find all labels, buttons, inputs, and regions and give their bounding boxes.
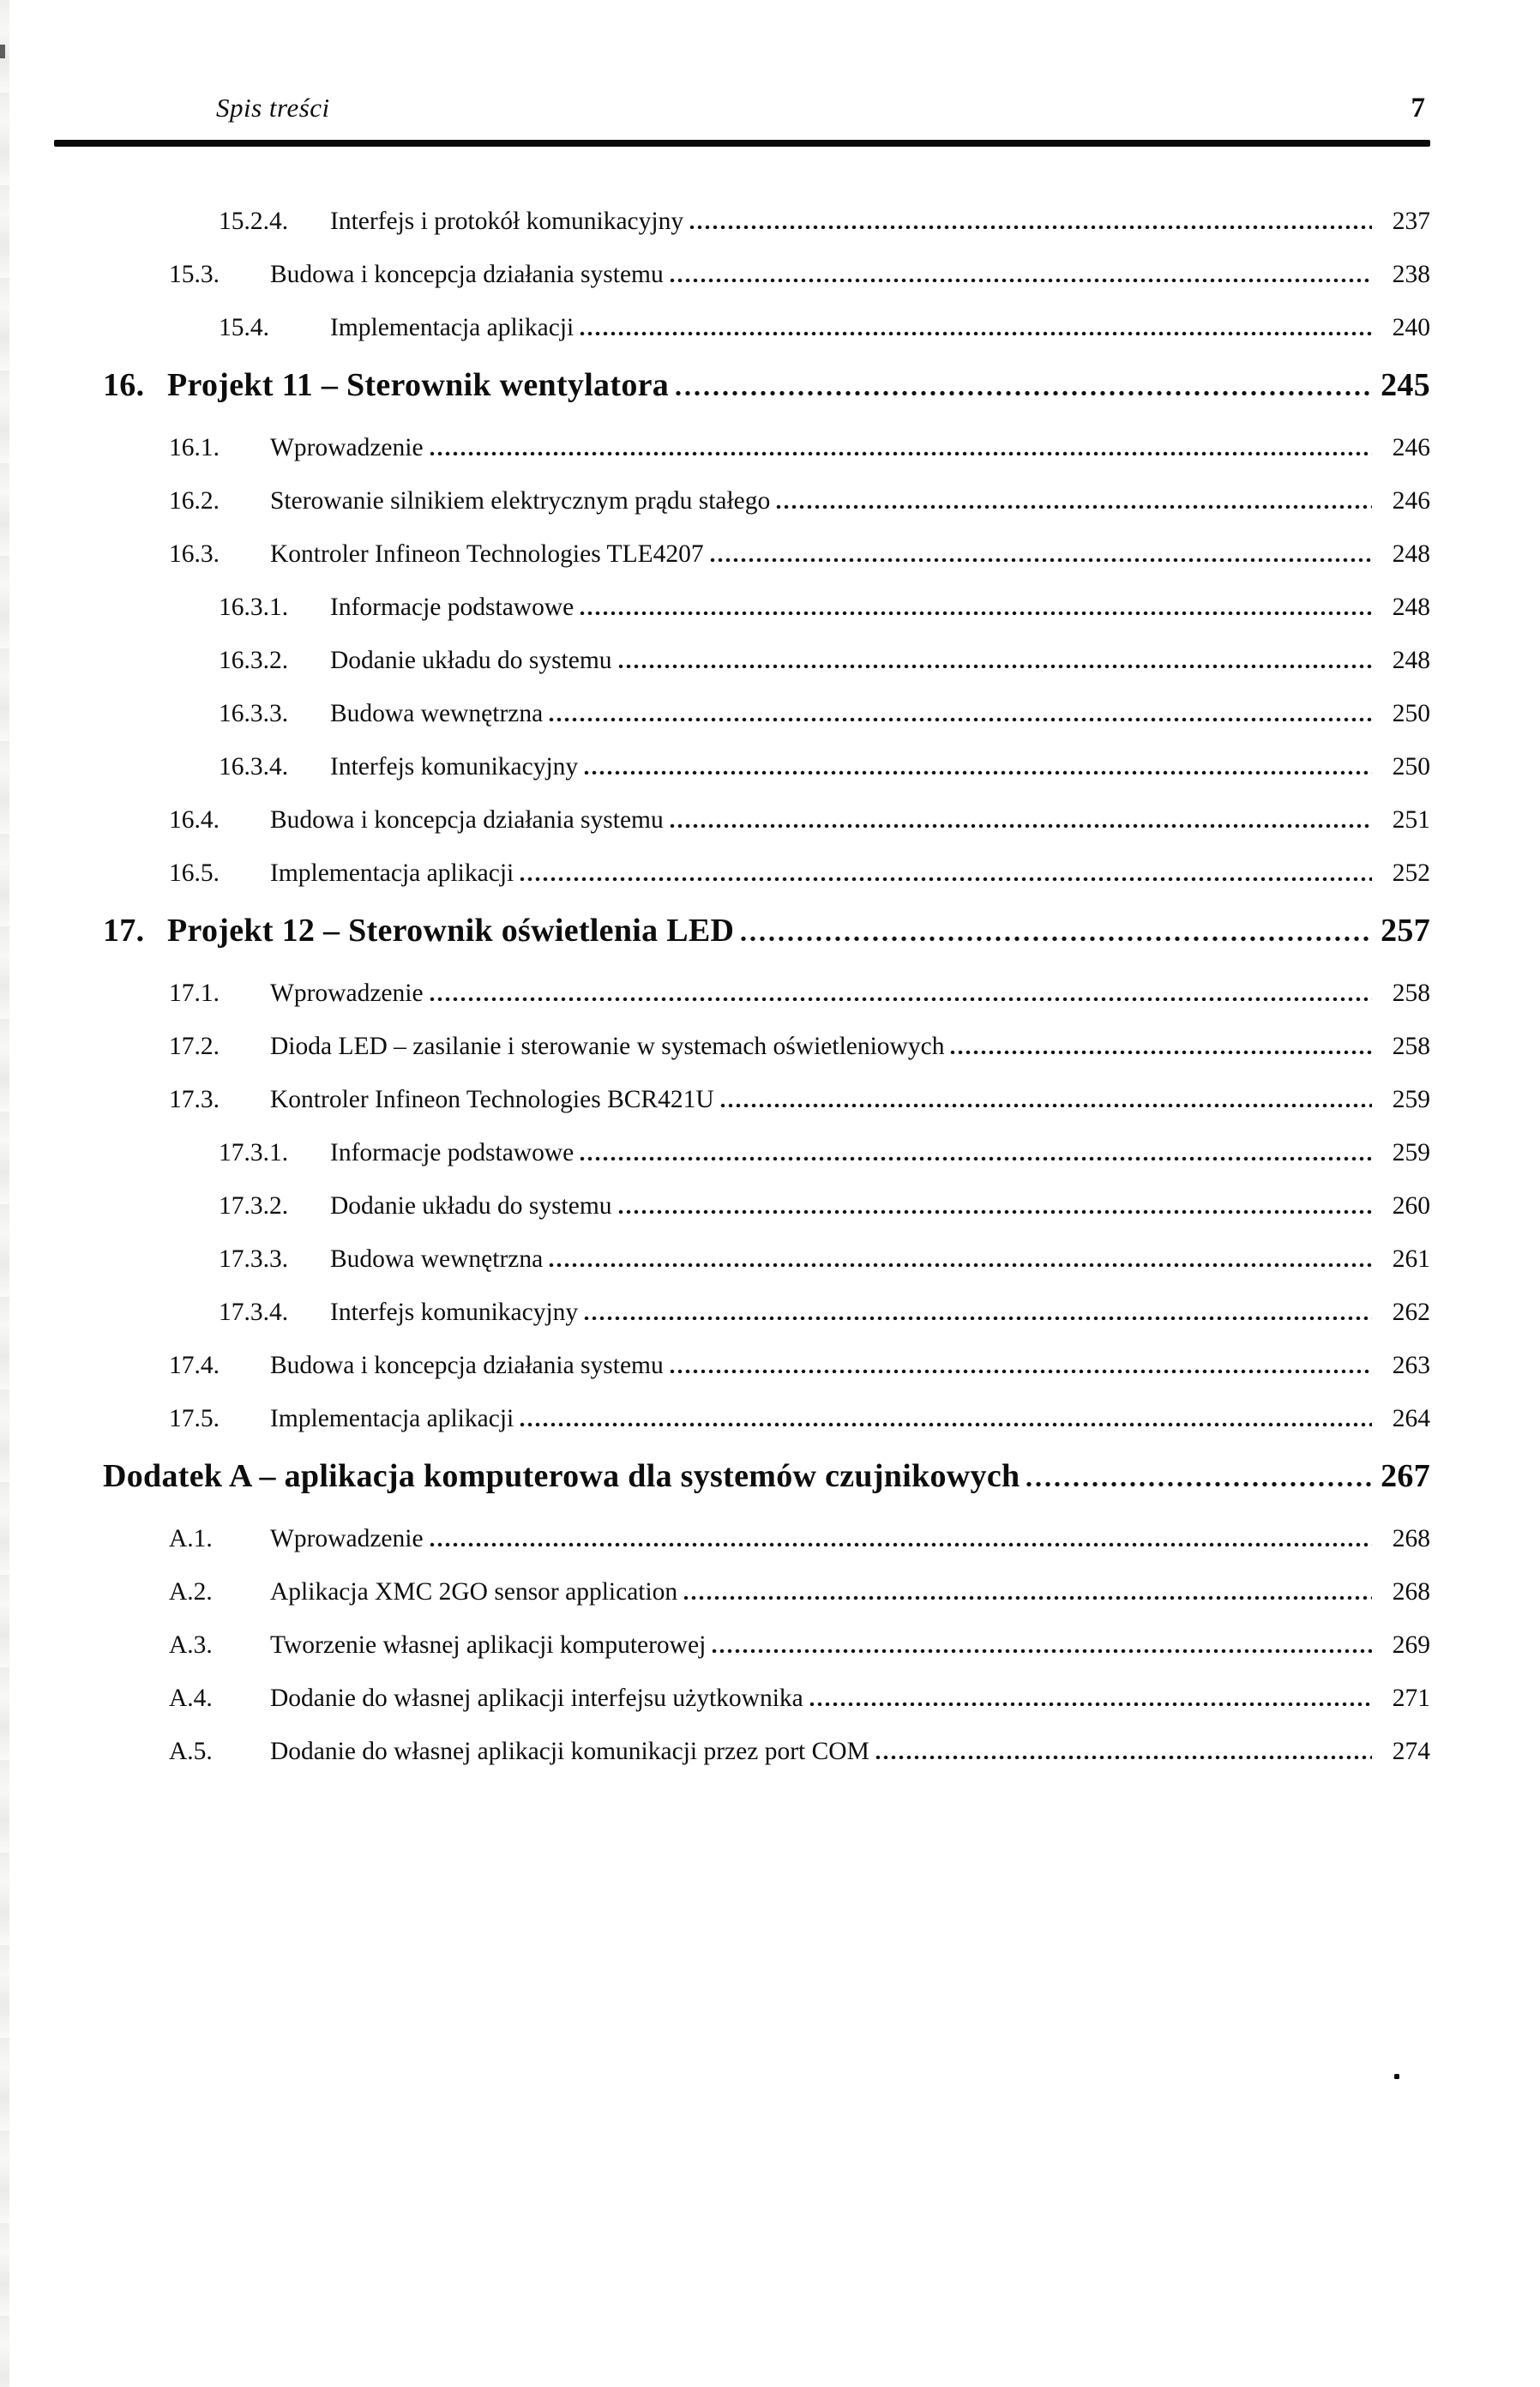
toc-entry-title: Informacje podstawowe [330,594,574,621]
scan-edge-mark [0,45,5,58]
toc-entry-number: A.4. [169,1685,213,1712]
toc-entry-number: 16.4. [169,806,220,834]
toc-entry [56,980,1430,1006]
dot-leader [429,994,1372,1001]
dot-leader [683,1593,1372,1600]
dot-leader [709,555,1372,562]
toc-entry [56,435,1430,461]
toc-entry-page: 258 [1392,980,1430,1007]
toc-entry-number: 16.2. [169,487,220,515]
toc-entry-page: 248 [1392,647,1430,674]
toc-entry-title: Sterowanie silnikiem elektrycznym prądu stałego [270,487,771,515]
toc-entry-number: 15.2.4. [219,208,289,235]
toc-entry-number: 17.3.3. [219,1245,289,1273]
toc-entry-number: 16.3. [169,540,220,568]
toc-entry-number: 15.3. [169,261,220,288]
toc-entry-page: 237 [1392,208,1430,235]
dot-leader [719,1100,1372,1107]
toc-entry-number: 17. [103,913,145,949]
toc-entry-number: 17.1. [169,980,220,1007]
toc-entry [56,1579,1430,1605]
dot-leader [579,1154,1372,1160]
dot-leader [583,1313,1372,1320]
dot-leader [579,329,1372,335]
dot-leader [429,449,1372,455]
toc-entry [56,594,1430,620]
page-header [216,91,1425,125]
toc-entry-page: 261 [1392,1245,1430,1273]
toc-entry-number: A.1. [169,1525,213,1552]
header-rule [54,140,1430,147]
toc-entry-number: 17.5. [169,1405,220,1432]
toc-entry [56,315,1430,341]
dot-leader [617,661,1372,668]
toc-entry [56,754,1430,780]
toc-entry [56,913,1430,948]
toc-entry-number: 16.5. [169,859,220,887]
toc-entry-page: 267 [1381,1458,1430,1494]
toc-entry-number: 16. [103,367,145,403]
dot-leader [674,388,1372,395]
toc-entry-page: 238 [1392,261,1430,288]
toc-entry [56,1193,1430,1219]
page-number: 7 [1411,93,1425,124]
toc-entry [56,1459,1430,1493]
toc-entry-number: 17.3. [169,1086,220,1113]
dot-leader [711,1646,1372,1653]
toc-entry-number: 16.3.3. [219,700,289,727]
toc-entry-title: Budowa i koncepcja działania systemu [270,261,664,288]
toc-entry-number: 16.3.4. [219,753,289,781]
toc-entry-page: 251 [1392,806,1430,834]
toc-entry-title: Aplikacja XMC 2GO sensor application [270,1578,678,1606]
toc-entry-number: 16.1. [169,434,220,461]
toc-entry-page: 259 [1392,1139,1430,1166]
dot-leader [949,1047,1372,1054]
toc-entry [56,860,1430,886]
toc-entry-number: 17.3.4. [219,1299,289,1326]
dot-leader [1025,1479,1372,1486]
toc-entry-number: 17.3.1. [219,1139,289,1166]
toc-entry [56,1685,1430,1711]
toc-entry-page: 240 [1392,314,1430,341]
toc-entry-title: Wprowadzenie [270,434,424,461]
toc-entry-page: 262 [1392,1299,1430,1326]
toc-entry-title: Kontroler Infineon Technologies BCR421U [270,1086,714,1113]
toc-entry-page: 257 [1381,913,1430,949]
toc-entry-number: 17.4. [169,1352,220,1379]
toc-entry-number: 17.2. [169,1033,220,1060]
toc-entry-number: 16.3.1. [219,594,289,621]
toc-entry-title: Projekt 12 – Sterownik oświetlenia LED [167,913,735,949]
toc-entry [56,1353,1430,1378]
toc-entry-page: 252 [1392,859,1430,887]
toc-entry-page: 250 [1392,700,1430,727]
dot-leader [809,1699,1372,1706]
dot-leader [519,1420,1372,1426]
toc-entry-title: Informacje podstawowe [330,1139,574,1166]
toc-entry-page: 248 [1392,594,1430,621]
toc-entry-title: Budowa wewnętrzna [330,700,544,727]
toc-entry-title: Implementacja aplikacji [270,859,514,887]
toc-entry-number: A.5. [169,1738,213,1765]
toc-entry-number: A.2. [169,1578,213,1606]
toc-entry [56,701,1430,726]
toc-entry [56,488,1430,514]
toc-entry-title: Budowa i koncepcja działania systemu [270,1352,664,1379]
toc-entry [56,368,1430,402]
toc-entry-page: 260 [1392,1192,1430,1220]
toc-entry-title: Dodatek A – aplikacja komputerowa dla systemów czujnikowych [103,1458,1020,1494]
toc-entry-title: Implementacja aplikacji [330,314,574,341]
toc-entry [56,1526,1430,1552]
dot-leader [669,821,1372,828]
dot-leader [548,1260,1372,1267]
dot-leader [775,502,1372,509]
toc-entry-title: Kontroler Infineon Technologies TLE4207 [270,540,704,568]
toc-entry-title: Projekt 11 – Sterownik wentylatora [167,367,670,403]
toc-entry-title: Interfejs komunikacyjny [330,753,579,781]
toc-entry-page: 271 [1392,1685,1430,1712]
toc-entry [56,1299,1430,1325]
toc-entry-title: Wprowadzenie [270,980,424,1007]
toc-entry-number: 16.3.2. [219,647,289,674]
dot-leader [548,714,1372,721]
toc-entry [56,1739,1430,1764]
toc-entry-page: 269 [1392,1631,1430,1659]
toc-entry [56,1246,1430,1272]
toc-entry [56,541,1430,567]
toc-entry-page: 274 [1392,1738,1430,1765]
toc-entry-title: Wprowadzenie [270,1525,424,1552]
toc-entry-title: Interfejs komunikacyjny [330,1299,579,1326]
running-header-title: Spis treści [216,93,330,123]
toc-entry-page: 259 [1392,1086,1430,1113]
toc-entry-number: 17.3.2. [219,1192,289,1220]
toc-entry-title: Budowa i koncepcja działania systemu [270,806,664,834]
dot-leader [617,1207,1372,1214]
toc-entry-page: 246 [1392,487,1430,515]
toc-entry [56,648,1430,673]
toc-entry-title: Interfejs i protokół komunikacyjny [330,208,684,235]
toc-entry [56,262,1430,287]
toc-entry-page: 250 [1392,753,1430,781]
toc-entry-number: A.3. [169,1631,213,1659]
toc-entry [56,1406,1430,1432]
toc-entry-page: 245 [1381,367,1430,403]
toc-entry [56,1632,1430,1658]
toc-entry [56,1034,1430,1059]
dot-leader [689,222,1372,229]
dot-leader [583,768,1372,775]
toc-entry [56,1140,1430,1166]
toc-entry-title: Tworzenie własnej aplikacji komputerowej [270,1631,707,1659]
dot-leader [579,608,1372,615]
toc-entry-number: 15.4. [219,314,269,341]
dot-leader [669,1366,1372,1373]
dot-leader [519,874,1372,881]
ink-speck-artifact [1394,2074,1399,2079]
toc-entry-title: Implementacja aplikacji [270,1405,514,1432]
dot-leader [429,1540,1372,1546]
toc-entry-page: 268 [1392,1578,1430,1606]
toc-entry [56,807,1430,833]
toc-entry-title: Dioda LED – zasilanie i sterowanie w systemach oświetleniowych [270,1033,945,1060]
scan-edge-artifact [0,0,9,2387]
toc-entry-page: 248 [1392,540,1430,568]
toc-entry [56,1087,1430,1112]
toc-entry-page: 264 [1392,1405,1430,1432]
dot-leader [875,1752,1372,1759]
dot-leader [669,275,1372,282]
toc-entry-page: 246 [1392,434,1430,461]
toc-entry-page: 263 [1392,1352,1430,1379]
toc-entry-title: Dodanie układu do systemu [330,1192,612,1220]
toc-entry [56,208,1430,234]
toc-entry-title: Dodanie układu do systemu [330,647,612,674]
dot-leader [739,933,1372,941]
toc-entry-title: Dodanie do własnej aplikacji interfejsu użytkownika [270,1685,803,1712]
toc-entry-title: Budowa wewnętrzna [330,1245,544,1273]
toc-entry-title: Dodanie do własnej aplikacji komunikacji przez port COM [270,1738,869,1765]
toc-entry-page: 258 [1392,1033,1430,1060]
toc-entry-page: 268 [1392,1525,1430,1552]
table-of-contents [56,208,1430,1792]
